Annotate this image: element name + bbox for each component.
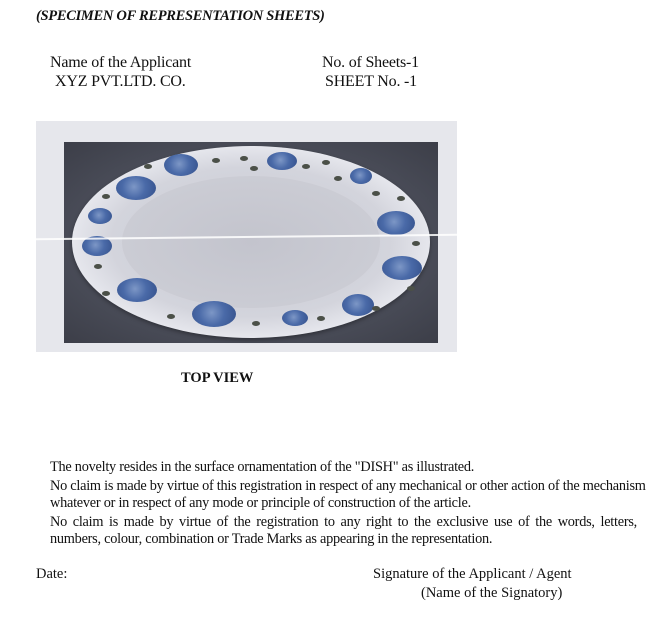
rose-ornament [342, 294, 374, 316]
sheet-count: No. of Sheets-1 [322, 54, 419, 71]
leaf-ornament [412, 241, 420, 246]
document-title: (SPECIMEN OF REPRESENTATION SHEETS) [36, 8, 325, 24]
rose-ornament [267, 152, 297, 170]
disclaimer-trademark-line2: numbers, colour, combination or Trade Marks as appearing in the representation. [50, 531, 493, 547]
rose-ornament [282, 310, 308, 326]
rose-ornament [382, 256, 422, 280]
signature-label: Signature of the Applicant / Agent [373, 566, 572, 582]
rose-ornament [192, 301, 236, 327]
leaf-ornament [212, 158, 220, 163]
leaf-ornament [167, 314, 175, 319]
leaf-ornament [407, 286, 415, 291]
dish-photo [36, 121, 457, 352]
leaf-ornament [250, 166, 258, 171]
leaf-ornament [240, 156, 248, 161]
applicant-name: XYZ PVT.LTD. CO. [55, 73, 186, 90]
leaf-ornament [317, 316, 325, 321]
sheet-number: SHEET No. -1 [325, 73, 417, 90]
leaf-ornament [102, 194, 110, 199]
signatory-label: (Name of the Signatory) [421, 585, 563, 601]
disclaimer-mechanism-line2: whatever or in respect of any mode or principle of construction of the article. [50, 495, 471, 511]
rose-ornament [164, 154, 198, 176]
dish-well [122, 176, 380, 308]
leaf-ornament [252, 321, 260, 326]
rose-ornament [377, 211, 415, 235]
rose-ornament [350, 168, 372, 184]
leaf-ornament [334, 176, 342, 181]
novelty-statement: The novelty resides in the surface ornamentation of the "DISH" as illustrated. [50, 459, 475, 475]
leaf-ornament [144, 164, 152, 169]
leaf-ornament [372, 306, 380, 311]
applicant-label: Name of the Applicant [50, 54, 192, 71]
rose-ornament [117, 278, 157, 302]
leaf-ornament [322, 160, 330, 165]
rose-ornament [88, 208, 112, 224]
leaf-ornament [397, 196, 405, 201]
photo-background [64, 142, 438, 343]
leaf-ornament [302, 164, 310, 169]
leaf-ornament [372, 191, 380, 196]
dish-plate [72, 146, 430, 338]
disclaimer-trademark-line1: No claim is made by virtue of the registration to any right to the exclusive use of the words, letters, [50, 514, 637, 530]
figure-caption: TOP VIEW [181, 370, 254, 386]
date-label: Date: [36, 566, 68, 582]
rose-ornament [116, 176, 156, 200]
disclaimer-mechanism-line1: No claim is made by virtue of this registration in respect of any mechanical or other action of the mechanism [50, 478, 646, 494]
leaf-ornament [102, 291, 110, 296]
leaf-ornament [94, 264, 102, 269]
